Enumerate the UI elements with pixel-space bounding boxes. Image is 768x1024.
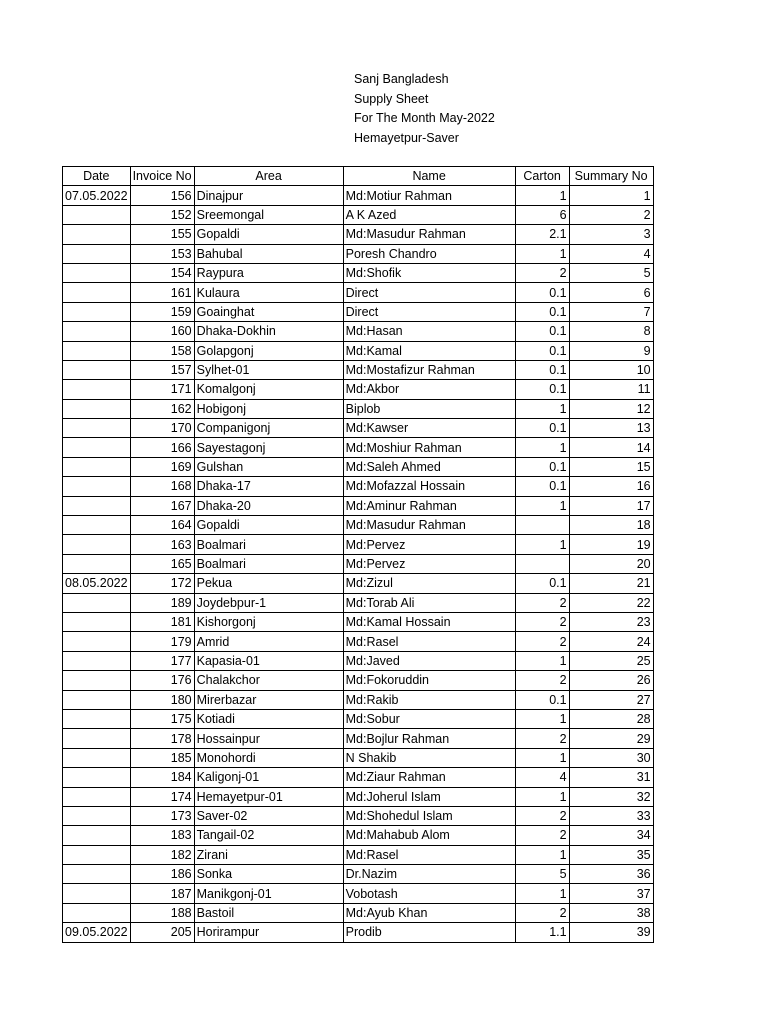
date-cell — [63, 302, 131, 321]
area-cell: Hemayetpur-01 — [194, 787, 343, 806]
invoice-no-cell: 163 — [130, 535, 194, 554]
carton-cell: 1 — [515, 748, 569, 767]
carton-cell: 1 — [515, 787, 569, 806]
area-cell: Joydebpur-1 — [194, 593, 343, 612]
table-row — [63, 651, 654, 670]
name-cell: Md:Torab Ali — [343, 593, 515, 612]
invoice-no-cell: 157 — [130, 360, 194, 379]
summary-no-cell: 18 — [569, 516, 653, 535]
carton-cell: 0.1 — [515, 322, 569, 341]
area-cell: Mirerbazar — [194, 690, 343, 709]
summary-no-cell: 7 — [569, 302, 653, 321]
carton-cell: 0.1 — [515, 457, 569, 476]
date-cell — [63, 263, 131, 282]
carton-cell: 0.1 — [515, 690, 569, 709]
column-header-invoice-no: Invoice No — [130, 167, 194, 186]
summary-no-cell: 21 — [569, 574, 653, 593]
date-cell — [63, 787, 131, 806]
table-row — [63, 903, 654, 922]
table-row — [63, 186, 654, 205]
invoice-no-cell: 168 — [130, 477, 194, 496]
invoice-no-cell: 205 — [130, 923, 194, 942]
name-cell: Md:Shohedul Islam — [343, 806, 515, 825]
invoice-no-cell: 152 — [130, 205, 194, 224]
carton-cell: 2 — [515, 806, 569, 825]
table-row — [63, 535, 654, 554]
column-header-date: Date — [63, 167, 131, 186]
name-cell: Md:Rasel — [343, 632, 515, 651]
column-header-area: Area — [194, 167, 343, 186]
carton-cell: 1 — [515, 496, 569, 515]
carton-cell — [515, 516, 569, 535]
summary-no-cell: 32 — [569, 787, 653, 806]
invoice-no-cell: 178 — [130, 729, 194, 748]
area-cell: Hobigonj — [194, 399, 343, 418]
carton-cell: 4 — [515, 768, 569, 787]
name-cell: Vobotash — [343, 884, 515, 903]
area-cell: Komalgonj — [194, 380, 343, 399]
area-cell: Bastoil — [194, 903, 343, 922]
area-cell: Hossainpur — [194, 729, 343, 748]
table-row — [63, 205, 654, 224]
summary-no-cell: 28 — [569, 709, 653, 728]
date-cell — [63, 884, 131, 903]
table-row — [63, 302, 654, 321]
name-cell: N Shakib — [343, 748, 515, 767]
carton-cell: 0.1 — [515, 477, 569, 496]
table-row — [63, 244, 654, 263]
invoice-no-cell: 153 — [130, 244, 194, 263]
summary-no-cell: 15 — [569, 457, 653, 476]
summary-no-cell: 11 — [569, 380, 653, 399]
carton-cell: 1 — [515, 438, 569, 457]
invoice-no-cell: 162 — [130, 399, 194, 418]
summary-no-cell: 35 — [569, 845, 653, 864]
name-cell: Direct — [343, 302, 515, 321]
invoice-no-cell: 160 — [130, 322, 194, 341]
date-cell — [63, 748, 131, 767]
name-cell: Md:Ayub Khan — [343, 903, 515, 922]
table-row — [63, 516, 654, 535]
sheet-period: For The Month May-2022 — [354, 111, 495, 125]
date-cell — [63, 729, 131, 748]
name-cell: Direct — [343, 283, 515, 302]
table-row — [63, 438, 654, 457]
table-row — [63, 496, 654, 515]
table-row — [63, 826, 654, 845]
invoice-no-cell: 182 — [130, 845, 194, 864]
carton-cell: 1 — [515, 186, 569, 205]
sheet-route: Hemayetpur-Saver — [354, 130, 459, 145]
area-cell: Sreemongal — [194, 205, 343, 224]
date-cell — [63, 380, 131, 399]
name-cell: Md:Kamal Hossain — [343, 612, 515, 631]
table-row — [63, 729, 654, 748]
date-cell — [63, 690, 131, 709]
name-cell: Md:Joherul Islam — [343, 787, 515, 806]
carton-cell: 1 — [515, 244, 569, 263]
table-row — [63, 380, 654, 399]
date-cell — [63, 554, 131, 573]
carton-cell: 1 — [515, 709, 569, 728]
date-cell — [63, 283, 131, 302]
area-cell: Dhaka-20 — [194, 496, 343, 515]
area-cell: Pekua — [194, 574, 343, 593]
name-cell: Md:Shofik — [343, 263, 515, 282]
area-cell: Boalmari — [194, 535, 343, 554]
company-name: Sanj Bangladesh — [354, 72, 449, 86]
carton-cell: 2 — [515, 593, 569, 612]
carton-cell: 0.1 — [515, 341, 569, 360]
invoice-no-cell: 155 — [130, 225, 194, 244]
table-row — [63, 845, 654, 864]
area-cell: Sayestagonj — [194, 438, 343, 457]
summary-no-cell: 38 — [569, 903, 653, 922]
name-cell: Prodib — [343, 923, 515, 942]
summary-no-cell: 14 — [569, 438, 653, 457]
carton-cell: 0.1 — [515, 360, 569, 379]
name-cell: Md:Kamal — [343, 341, 515, 360]
name-cell: Md:Motiur Rahman — [343, 186, 515, 205]
name-cell: Md:Zizul — [343, 574, 515, 593]
invoice-no-cell: 173 — [130, 806, 194, 825]
invoice-no-cell: 176 — [130, 671, 194, 690]
name-cell: Md:Moshiur Rahman — [343, 438, 515, 457]
carton-cell: 0.1 — [515, 419, 569, 438]
invoice-no-cell: 164 — [130, 516, 194, 535]
summary-no-cell: 37 — [569, 884, 653, 903]
area-cell: Golapgonj — [194, 341, 343, 360]
carton-cell: 1 — [515, 884, 569, 903]
summary-no-cell: 27 — [569, 690, 653, 709]
invoice-no-cell: 170 — [130, 419, 194, 438]
date-cell — [63, 477, 131, 496]
area-cell: Dhaka-Dokhin — [194, 322, 343, 341]
invoice-no-cell: 179 — [130, 632, 194, 651]
table-row — [63, 709, 654, 728]
name-cell: A K Azed — [343, 205, 515, 224]
table-row — [63, 574, 654, 593]
table-body — [63, 186, 654, 942]
name-cell: Md:Sobur — [343, 709, 515, 728]
area-cell: Goainghat — [194, 302, 343, 321]
carton-cell: 1 — [515, 845, 569, 864]
date-cell: 07.05.2022 — [63, 186, 131, 205]
carton-cell: 2 — [515, 903, 569, 922]
table-row — [63, 283, 654, 302]
invoice-no-cell: 189 — [130, 593, 194, 612]
date-cell — [63, 225, 131, 244]
summary-no-cell: 9 — [569, 341, 653, 360]
date-cell — [63, 438, 131, 457]
table-row — [63, 322, 654, 341]
summary-no-cell: 30 — [569, 748, 653, 767]
table-row — [63, 787, 654, 806]
area-cell: Sylhet-01 — [194, 360, 343, 379]
carton-cell: 2 — [515, 612, 569, 631]
area-cell: Boalmari — [194, 554, 343, 573]
date-cell — [63, 419, 131, 438]
name-cell: Md:Pervez — [343, 535, 515, 554]
column-header-name: Name — [343, 167, 515, 186]
area-cell: Dinajpur — [194, 186, 343, 205]
name-cell: Md:Hasan — [343, 322, 515, 341]
area-cell: Raypura — [194, 263, 343, 282]
date-cell — [63, 205, 131, 224]
date-cell — [63, 671, 131, 690]
carton-cell: 5 — [515, 865, 569, 884]
date-cell — [63, 612, 131, 631]
supply-table — [62, 166, 654, 943]
summary-no-cell: 17 — [569, 496, 653, 515]
summary-no-cell: 29 — [569, 729, 653, 748]
invoice-no-cell: 183 — [130, 826, 194, 845]
summary-no-cell: 25 — [569, 651, 653, 670]
carton-cell — [515, 554, 569, 573]
date-cell — [63, 593, 131, 612]
date-cell — [63, 516, 131, 535]
area-cell: Zirani — [194, 845, 343, 864]
name-cell: Biplob — [343, 399, 515, 418]
invoice-no-cell: 175 — [130, 709, 194, 728]
carton-cell: 0.1 — [515, 574, 569, 593]
table-row — [63, 399, 654, 418]
carton-cell: 0.1 — [515, 302, 569, 321]
invoice-no-cell: 177 — [130, 651, 194, 670]
date-cell — [63, 632, 131, 651]
invoice-no-cell: 167 — [130, 496, 194, 515]
carton-cell: 0.1 — [515, 283, 569, 302]
summary-no-cell: 39 — [569, 923, 653, 942]
table-row — [63, 225, 654, 244]
invoice-no-cell: 184 — [130, 768, 194, 787]
summary-no-cell: 5 — [569, 263, 653, 282]
name-cell: Poresh Chandro — [343, 244, 515, 263]
carton-cell: 2 — [515, 263, 569, 282]
area-cell: Kulaura — [194, 283, 343, 302]
invoice-no-cell: 187 — [130, 884, 194, 903]
area-cell: Kaligonj-01 — [194, 768, 343, 787]
table-row — [63, 690, 654, 709]
name-cell: Md:Aminur Rahman — [343, 496, 515, 515]
invoice-no-cell: 166 — [130, 438, 194, 457]
summary-no-cell: 24 — [569, 632, 653, 651]
date-cell — [63, 903, 131, 922]
carton-cell: 2 — [515, 826, 569, 845]
date-cell — [63, 322, 131, 341]
invoice-no-cell: 169 — [130, 457, 194, 476]
name-cell: Md:Rakib — [343, 690, 515, 709]
summary-no-cell: 22 — [569, 593, 653, 612]
summary-no-cell: 6 — [569, 283, 653, 302]
invoice-no-cell: 156 — [130, 186, 194, 205]
name-cell: Md:Mostafizur Rahman — [343, 360, 515, 379]
summary-no-cell: 2 — [569, 205, 653, 224]
table-row — [63, 612, 654, 631]
table-row — [63, 865, 654, 884]
invoice-no-cell: 161 — [130, 283, 194, 302]
summary-no-cell: 36 — [569, 865, 653, 884]
summary-no-cell: 16 — [569, 477, 653, 496]
invoice-no-cell: 171 — [130, 380, 194, 399]
invoice-no-cell: 181 — [130, 612, 194, 631]
name-cell: Md:Mahabub Alom — [343, 826, 515, 845]
area-cell: Bahubal — [194, 244, 343, 263]
date-cell — [63, 651, 131, 670]
table-row — [63, 554, 654, 573]
date-cell — [63, 865, 131, 884]
name-cell: Md:Saleh Ahmed — [343, 457, 515, 476]
area-cell: Gopaldi — [194, 225, 343, 244]
table-row — [63, 263, 654, 282]
invoice-no-cell: 172 — [130, 574, 194, 593]
table-row — [63, 419, 654, 438]
area-cell: Manikgonj-01 — [194, 884, 343, 903]
carton-cell: 1 — [515, 535, 569, 554]
date-cell — [63, 768, 131, 787]
date-cell — [63, 709, 131, 728]
table-header-row — [63, 167, 654, 186]
carton-cell: 6 — [515, 205, 569, 224]
date-cell — [63, 457, 131, 476]
area-cell: Horirampur — [194, 923, 343, 942]
date-cell — [63, 360, 131, 379]
summary-no-cell: 19 — [569, 535, 653, 554]
table-row — [63, 671, 654, 690]
date-cell — [63, 496, 131, 515]
invoice-no-cell: 186 — [130, 865, 194, 884]
area-cell: Kapasia-01 — [194, 651, 343, 670]
area-cell: Dhaka-17 — [194, 477, 343, 496]
invoice-no-cell: 159 — [130, 302, 194, 321]
summary-no-cell: 23 — [569, 612, 653, 631]
name-cell: Md:Ziaur Rahman — [343, 768, 515, 787]
carton-cell: 0.1 — [515, 380, 569, 399]
name-cell: Md:Kawser — [343, 419, 515, 438]
carton-cell: 2 — [515, 632, 569, 651]
area-cell: Companigonj — [194, 419, 343, 438]
date-cell — [63, 845, 131, 864]
summary-no-cell: 31 — [569, 768, 653, 787]
area-cell: Amrid — [194, 632, 343, 651]
table-row — [63, 632, 654, 651]
summary-no-cell: 26 — [569, 671, 653, 690]
name-cell: Md:Akbor — [343, 380, 515, 399]
carton-cell: 2.1 — [515, 225, 569, 244]
area-cell: Gulshan — [194, 457, 343, 476]
sheet-header — [354, 70, 495, 148]
table-row — [63, 593, 654, 612]
area-cell: Gopaldi — [194, 516, 343, 535]
area-cell: Tangail-02 — [194, 826, 343, 845]
table-row — [63, 477, 654, 496]
summary-no-cell: 10 — [569, 360, 653, 379]
date-cell: 09.05.2022 — [63, 923, 131, 942]
carton-cell: 1 — [515, 399, 569, 418]
date-cell — [63, 535, 131, 554]
invoice-no-cell: 188 — [130, 903, 194, 922]
invoice-no-cell: 180 — [130, 690, 194, 709]
name-cell: Md:Fokoruddin — [343, 671, 515, 690]
area-cell: Saver-02 — [194, 806, 343, 825]
carton-cell: 1 — [515, 651, 569, 670]
summary-no-cell: 33 — [569, 806, 653, 825]
area-cell: Chalakchor — [194, 671, 343, 690]
summary-no-cell: 34 — [569, 826, 653, 845]
date-cell — [63, 806, 131, 825]
summary-no-cell: 3 — [569, 225, 653, 244]
date-cell — [63, 399, 131, 418]
column-header-carton: Carton — [515, 167, 569, 186]
area-cell: Kishorgonj — [194, 612, 343, 631]
name-cell: Dr.Nazim — [343, 865, 515, 884]
name-cell: Md:Bojlur Rahman — [343, 729, 515, 748]
invoice-no-cell: 165 — [130, 554, 194, 573]
name-cell: Md:Pervez — [343, 554, 515, 573]
invoice-no-cell: 154 — [130, 263, 194, 282]
carton-cell: 2 — [515, 671, 569, 690]
summary-no-cell: 13 — [569, 419, 653, 438]
area-cell: Sonka — [194, 865, 343, 884]
invoice-no-cell: 158 — [130, 341, 194, 360]
area-cell: Kotiadi — [194, 709, 343, 728]
table-row — [63, 748, 654, 767]
summary-no-cell: 12 — [569, 399, 653, 418]
table-row — [63, 341, 654, 360]
sheet-title: Supply Sheet — [354, 91, 429, 106]
carton-cell: 2 — [515, 729, 569, 748]
summary-no-cell: 8 — [569, 322, 653, 341]
summary-no-cell: 4 — [569, 244, 653, 263]
date-cell — [63, 244, 131, 263]
date-cell — [63, 826, 131, 845]
invoice-no-cell: 174 — [130, 787, 194, 806]
column-header-summary-no: Summary No — [569, 167, 653, 186]
name-cell: Md:Javed — [343, 651, 515, 670]
name-cell: Md:Masudur Rahman — [343, 516, 515, 535]
table-row — [63, 360, 654, 379]
carton-cell: 1.1 — [515, 923, 569, 942]
invoice-no-cell: 185 — [130, 748, 194, 767]
table-row — [63, 884, 654, 903]
date-cell — [63, 341, 131, 360]
date-cell: 08.05.2022 — [63, 574, 131, 593]
summary-no-cell: 20 — [569, 554, 653, 573]
table-row — [63, 923, 654, 942]
table-row — [63, 768, 654, 787]
summary-no-cell: 1 — [569, 186, 653, 205]
table-row — [63, 806, 654, 825]
name-cell: Md:Rasel — [343, 845, 515, 864]
name-cell: Md:Masudur Rahman — [343, 225, 515, 244]
table-row — [63, 457, 654, 476]
area-cell: Monohordi — [194, 748, 343, 767]
name-cell: Md:Mofazzal Hossain — [343, 477, 515, 496]
